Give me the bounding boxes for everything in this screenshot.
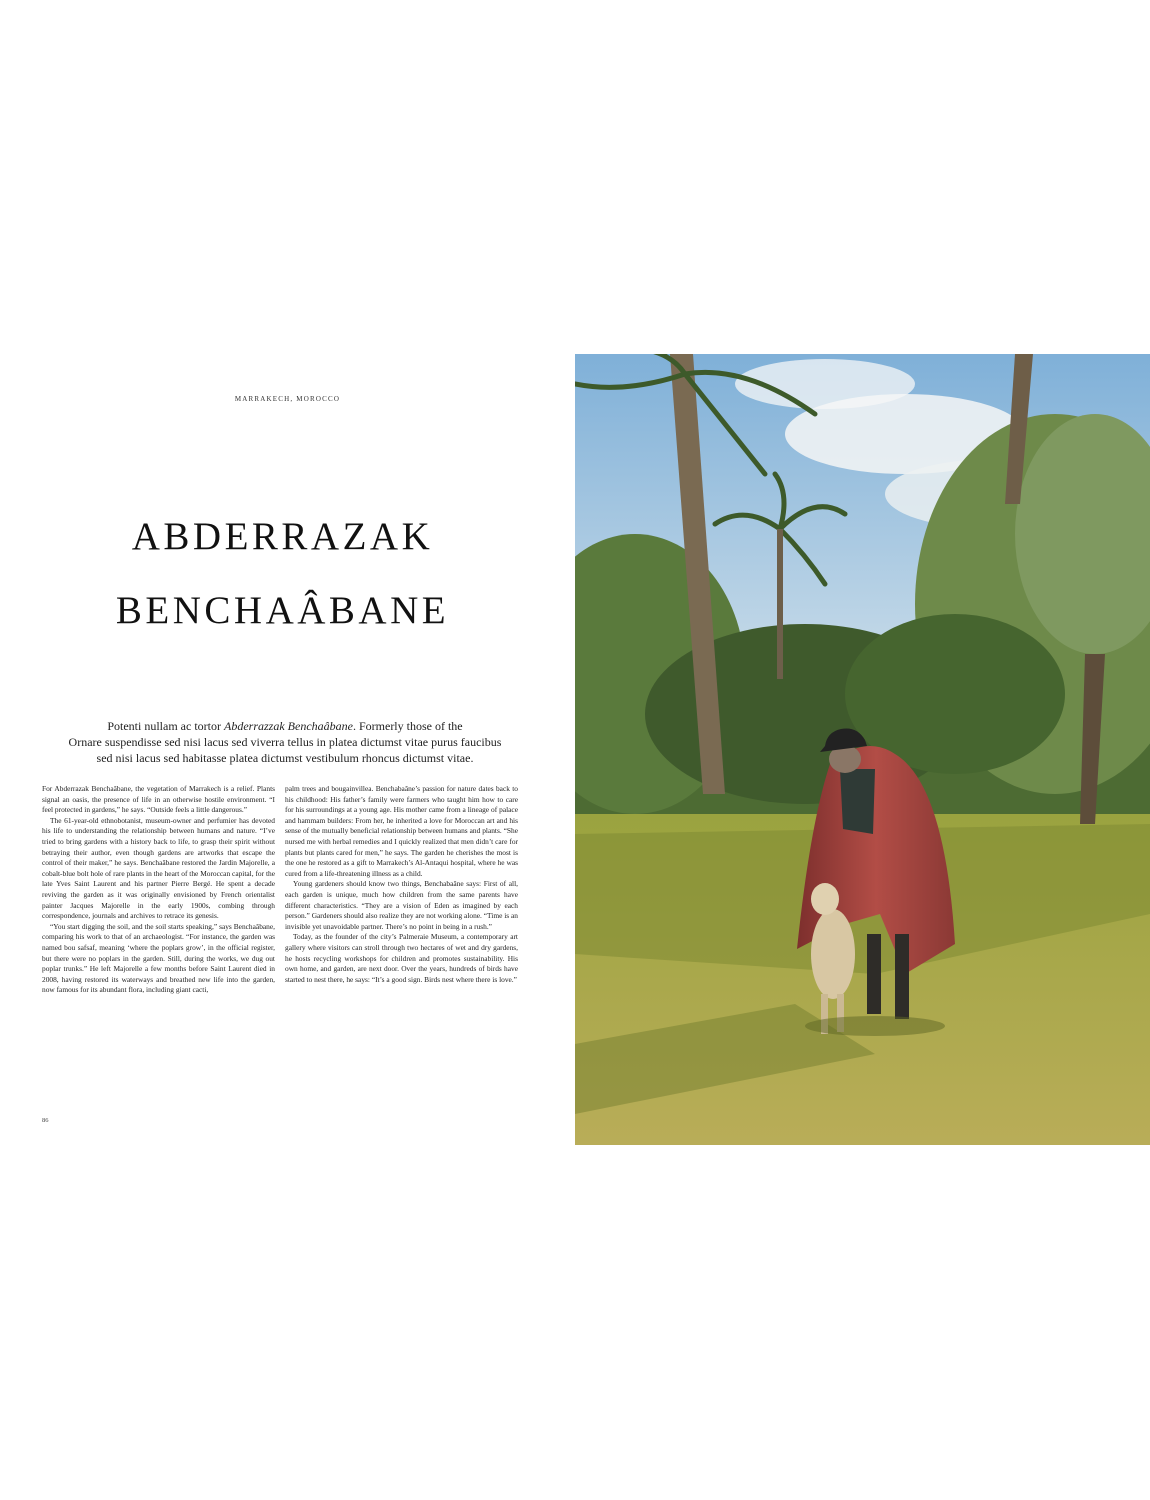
dog-head bbox=[811, 883, 839, 915]
title-line-1: ABDERRAZAK bbox=[131, 515, 434, 558]
scarf bbox=[840, 769, 875, 834]
distant-palm-trunk bbox=[777, 529, 783, 679]
garden-portrait-photo bbox=[575, 354, 1150, 1145]
dog-body bbox=[811, 909, 855, 999]
body-paragraph: palm trees and bougainvillea. Benchabaâne’s passion for nature dates back to his childhood: His father’s family were farmers who taught him how to care for his surroundings at a young age. His mother came from a lineage of palace and hammam builders: From her, he inherited a love for Moroccan art and his sense of the mutually beneficial relationship between humans and plants. “She nursed me with herbal remedies and I quickly realized that men didn’t care for plants but plants cared for men,” he says. The garden he cherishes the most is the one he restored as a gift to Marrakech’s Al-Antaqui hospital, where he was cured from a life-threatening illness as a child. bbox=[285, 784, 518, 878]
deck-text-2: . Formerly those of the bbox=[352, 719, 463, 733]
deck-text-1: Potenti nullam ac tortor bbox=[107, 719, 224, 733]
body-paragraph: Young gardeners should know two things, Benchabaâne says: First of all, each garden is unique, much how children from the same parents have different characteristics. “They are a vision of Eden as imagined by each person.” Gardeners should also realize they are not working alone. “Time is an invisible yet unavoidable partner. There’s no point in being in a rush.” bbox=[285, 879, 518, 931]
body-paragraph: “You start digging the soil, and the soil starts speaking,” says Benchaâbane, comparing his work to that of an archaeologist. “For instance, the garden was named bou safsaf, meaning ‘where the poplars grow’, in the official register, but there were no poplars in the garden. Still, during the works, we dug out poplar trunks.” He left Majorelle a few months before Saint Laurent died in 2008, having restored its waterways and breathed new life into the garden, now famous for its abundant flora, including giant cacti, bbox=[42, 921, 275, 995]
body-column-2 bbox=[285, 784, 518, 1094]
title-line-2: BENCHAÂBANE bbox=[115, 589, 450, 632]
body-paragraph: Today, as the founder of the city’s Palmeraie Museum, a contemporary art gallery where visitors can stroll through two hectares of wet and dry gardens, he hosts recycling workshops for children and promotes sustainability. His own home, and garden, are next door. Over the years, hundreds of birds have started to nest there, he says: “It’s a good sign. Birds nest where there is love.” bbox=[285, 932, 518, 984]
page-number: 86 bbox=[42, 1117, 49, 1124]
leg bbox=[867, 934, 881, 1014]
figure-shadow bbox=[805, 1016, 945, 1036]
photo-illustration bbox=[575, 354, 1150, 1145]
deck-line-2: Ornare suspendisse sed nisi lacus sed viverra tellus in platea dictumst vitae purus faucibus bbox=[68, 735, 502, 749]
deck-name-italic: Abderrazzak Benchaâbane bbox=[224, 719, 353, 733]
article-title bbox=[0, 500, 565, 648]
body-paragraph: For Abderrazak Benchaâbane, the vegetation of Marrakech is a relief. Plants signal an oasis, the presence of life in an otherwise hostile environment. “I feel protected in gardens,” he says. “Outside feels a little dangerous.” bbox=[42, 784, 275, 815]
article-deck bbox=[40, 718, 530, 766]
location-kicker: MARRAKECH, MOROCCO bbox=[234, 395, 341, 403]
leg bbox=[895, 934, 909, 1019]
body-column-1 bbox=[42, 784, 275, 1094]
body-paragraph: The 61-year-old ethnobotanist, museum-owner and perfumier has devoted his life to understanding the relationship between humans and nature. “I’ve tried to bring gardens with a history back to life, to grasp their spirit without betraying their author, even though gardens are artworks that escape the control of their maker,” he says. Benchaâbane restored the Jardin Majorelle, a cobalt-blue bolt hole of rare plants in the heart of the Moroccan capital, for the late Yves Saint Laurent and his partner Pierre Bergé. He spent a decade reviving the garden as it was originally envisioned by French orientalist painter Jacques Majorelle in the early 1900s, combing through correspondence, journals and archives to retrace its genesis. bbox=[42, 815, 275, 921]
body-columns bbox=[42, 784, 518, 1094]
deck-line-3: sed nisi lacus sed habitasse platea dictumst vestibulum rhoncus dictumst vitae. bbox=[96, 751, 474, 765]
